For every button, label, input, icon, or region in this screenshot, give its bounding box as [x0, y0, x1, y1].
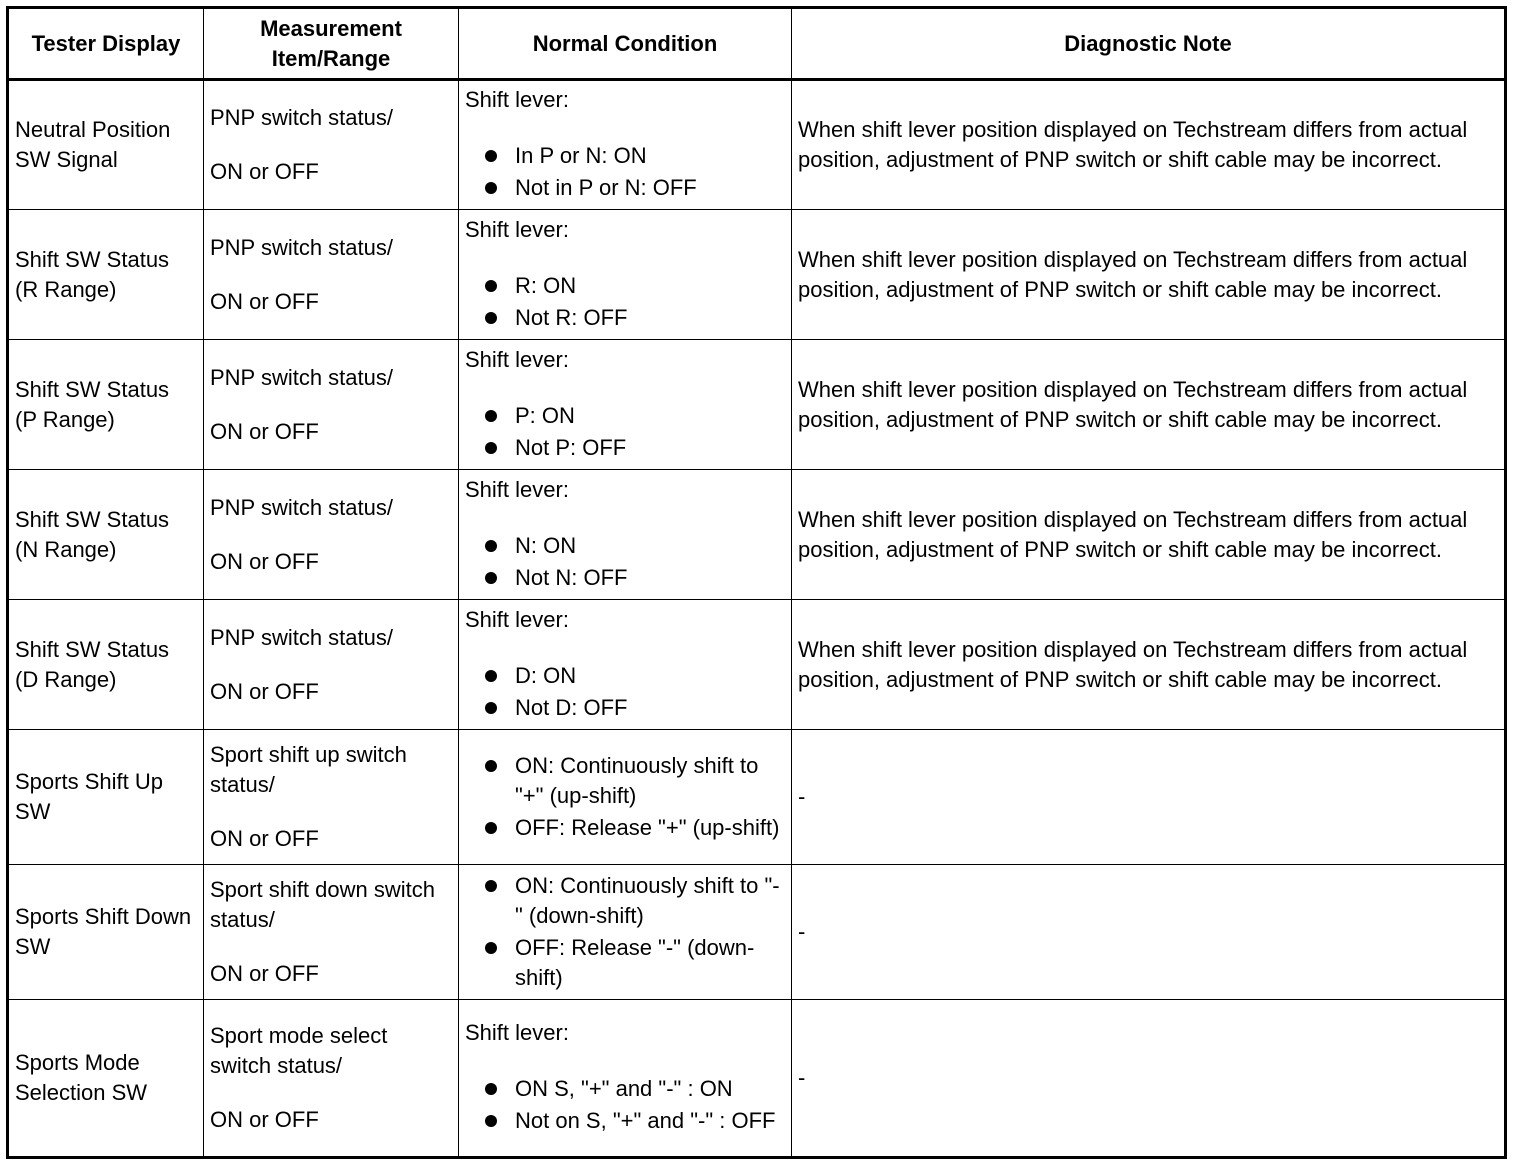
condition-list	[465, 871, 785, 993]
condition-item: P: ON	[465, 401, 785, 431]
condition-item: Not D: OFF	[465, 693, 785, 723]
data-list-table	[6, 6, 1507, 1159]
measurement-cell	[204, 470, 459, 600]
normal-condition-cell	[459, 865, 792, 1000]
measurement-cell	[204, 730, 459, 865]
diagnostic-note-cell: When shift lever position displayed on Techstream differs from actual position, adjustment of PNP switch or shift cable may be incorrect.	[792, 470, 1506, 600]
measurement-item: Sport mode select switch status/	[210, 1023, 388, 1078]
tester-display-cell: Sports Shift Up SW	[8, 730, 204, 865]
measurement-cell	[204, 600, 459, 730]
table-row	[8, 865, 1506, 1000]
normal-condition-cell	[459, 730, 792, 865]
condition-item: ON: Continuously shift to "-" (down-shift)	[465, 871, 785, 931]
table-row	[8, 340, 1506, 470]
measurement-cell	[204, 210, 459, 340]
condition-label: Shift lever:	[465, 346, 569, 372]
condition-item: R: ON	[465, 271, 785, 301]
measurement-range: ON or OFF	[210, 826, 319, 851]
measurement-item: PNP switch status/	[210, 234, 393, 260]
measurement-cell	[204, 80, 459, 210]
table-header-row	[8, 8, 1506, 80]
condition-item: N: ON	[465, 531, 785, 561]
tester-display-cell: Shift SW Status (D Range)	[8, 600, 204, 730]
condition-list	[465, 271, 785, 333]
diagnostic-note-cell: When shift lever position displayed on Techstream differs from actual position, adjustment of PNP switch or shift cable may be incorrect.	[792, 600, 1506, 730]
measurement-range: ON or OFF	[210, 418, 319, 444]
diagnostic-note-cell: -	[792, 730, 1506, 865]
condition-item: In P or N: ON	[465, 141, 785, 171]
table-row	[8, 470, 1506, 600]
condition-label: Shift lever:	[465, 606, 569, 632]
measurement-cell	[204, 1000, 459, 1158]
measurement-item: Sport shift down switch status/	[210, 877, 435, 932]
condition-list	[465, 1074, 785, 1136]
measurement-cell	[204, 340, 459, 470]
measurement-item: PNP switch status/	[210, 494, 393, 520]
header-diagnostic-note: Diagnostic Note	[792, 8, 1506, 80]
measurement-range: ON or OFF	[210, 961, 319, 986]
header-tester-display: Tester Display	[8, 8, 204, 80]
condition-label: Shift lever:	[465, 476, 569, 502]
table-row	[8, 80, 1506, 210]
normal-condition-cell	[459, 340, 792, 470]
diagnostic-note-cell: -	[792, 1000, 1506, 1158]
measurement-range: ON or OFF	[210, 548, 319, 574]
table-row	[8, 210, 1506, 340]
measurement-item: PNP switch status/	[210, 105, 393, 130]
measurement-item: PNP switch status/	[210, 364, 393, 390]
tester-display-cell: Sports Shift Down SW	[8, 865, 204, 1000]
condition-item: OFF: Release "-" (down-shift)	[465, 933, 785, 993]
diagnostic-note-cell: -	[792, 865, 1506, 1000]
condition-item: Not in P or N: OFF	[465, 173, 785, 203]
measurement-range: ON or OFF	[210, 678, 319, 704]
condition-item: Not P: OFF	[465, 433, 785, 463]
header-measurement-range: Measurement Item/Range	[204, 8, 459, 80]
table-row	[8, 600, 1506, 730]
tester-display-cell: Shift SW Status (N Range)	[8, 470, 204, 600]
condition-list	[465, 141, 785, 203]
normal-condition-cell	[459, 1000, 792, 1158]
condition-list	[465, 751, 785, 843]
condition-list	[465, 531, 785, 593]
condition-list	[465, 661, 785, 723]
condition-item: Not on S, "+" and "-" : OFF	[465, 1106, 785, 1136]
measurement-range: ON or OFF	[210, 1107, 319, 1132]
condition-label: Shift lever:	[465, 1020, 569, 1045]
normal-condition-cell	[459, 210, 792, 340]
condition-item: ON S, "+" and "-" : ON	[465, 1074, 785, 1104]
measurement-range: ON or OFF	[210, 159, 319, 184]
measurement-item: Sport shift up switch status/	[210, 742, 407, 797]
table-row	[8, 730, 1506, 865]
tester-display-cell: Neutral Position SW Signal	[8, 80, 204, 210]
condition-label: Shift lever:	[465, 216, 569, 242]
measurement-item: PNP switch status/	[210, 624, 393, 650]
condition-item: D: ON	[465, 661, 785, 691]
condition-item: Not N: OFF	[465, 563, 785, 593]
diagnostic-note-cell: When shift lever position displayed on Techstream differs from actual position, adjustment of PNP switch or shift cable may be incorrect.	[792, 210, 1506, 340]
condition-item: Not R: OFF	[465, 303, 785, 333]
measurement-cell	[204, 865, 459, 1000]
measurement-range: ON or OFF	[210, 288, 319, 314]
condition-item: OFF: Release "+" (up-shift)	[465, 813, 785, 843]
condition-list	[465, 401, 785, 463]
diagnostic-note-cell: When shift lever position displayed on Techstream differs from actual position, adjustment of PNP switch or shift cable may be incorrect.	[792, 340, 1506, 470]
tester-display-cell: Shift SW Status (R Range)	[8, 210, 204, 340]
condition-label: Shift lever:	[465, 87, 569, 112]
tester-display-cell: Shift SW Status (P Range)	[8, 340, 204, 470]
diagnostic-note-cell: When shift lever position displayed on Techstream differs from actual position, adjustment of PNP switch or shift cable may be incorrect.	[792, 80, 1506, 210]
normal-condition-cell	[459, 470, 792, 600]
table-row	[8, 1000, 1506, 1158]
header-normal-condition: Normal Condition	[459, 8, 792, 80]
condition-item: ON: Continuously shift to "+" (up-shift)	[465, 751, 785, 811]
normal-condition-cell	[459, 80, 792, 210]
normal-condition-cell	[459, 600, 792, 730]
tester-display-cell: Sports Mode Selection SW	[8, 1000, 204, 1158]
